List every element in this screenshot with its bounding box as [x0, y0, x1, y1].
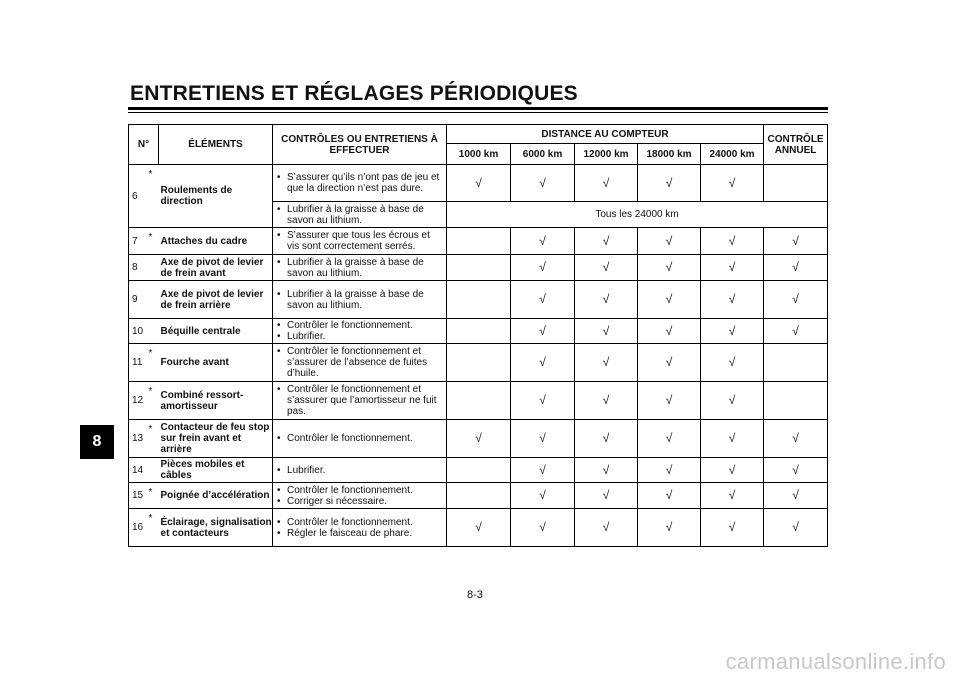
check-mark: √ [638, 382, 701, 420]
check-mark: √ [638, 420, 701, 458]
check-mark: √ [764, 255, 828, 281]
controls-list [277, 465, 444, 476]
check-mark: √ [575, 165, 638, 202]
check-mark: √ [447, 509, 511, 547]
check-mark: √ [701, 509, 764, 547]
check-mark: √ [511, 319, 575, 344]
check-mark: √ [638, 458, 701, 483]
item-element: Combiné ressort-amortisseur [159, 382, 273, 420]
check-mark: √ [701, 420, 764, 458]
control-item: • Lubrifier. [277, 465, 444, 476]
controls-list [277, 230, 444, 252]
control-item: • Contrôler le fonctionnement. [277, 485, 444, 496]
check-mark: √ [447, 420, 511, 458]
table-row [129, 483, 828, 509]
check-mark: √ [764, 228, 828, 255]
empty-cell [447, 319, 511, 344]
table-row [129, 281, 828, 319]
check-mark: √ [638, 255, 701, 281]
page-number: 8-3 [467, 589, 483, 601]
table-row [129, 255, 828, 281]
header-controls: CONTRÔLES OU ENTRETIENS À EFFECTUER [273, 125, 447, 165]
check-mark: √ [511, 382, 575, 420]
check-mark: √ [575, 382, 638, 420]
controls-list [277, 346, 444, 379]
check-mark: √ [511, 458, 575, 483]
check-mark: √ [764, 319, 828, 344]
header-km-4: 18000 km [638, 144, 701, 165]
controls-list [277, 433, 444, 444]
check-mark: √ [511, 344, 575, 382]
check-mark: √ [511, 228, 575, 255]
table-body [129, 165, 828, 547]
controls-cell [273, 202, 447, 228]
check-mark: √ [638, 509, 701, 547]
check-mark: √ [575, 420, 638, 458]
item-number: 6 [129, 165, 149, 228]
check-mark: √ [701, 483, 764, 509]
controls-cell [273, 344, 447, 382]
item-star: * [149, 483, 159, 509]
item-element: Béquille centrale [159, 319, 273, 344]
check-mark: √ [764, 483, 828, 509]
chapter-tab: 8 [80, 425, 114, 459]
controls-list [277, 320, 444, 342]
title-rule [128, 107, 828, 110]
controls-list [277, 257, 444, 279]
item-element: Axe de pivot de levier de frein avant [159, 255, 273, 281]
control-item: • Lubrifier. [277, 331, 444, 342]
check-mark: √ [575, 483, 638, 509]
header-annual: CONTRÔLE ANNUEL [764, 125, 828, 165]
check-mark: √ [511, 165, 575, 202]
item-element: Axe de pivot de levier de frein arrière [159, 281, 273, 319]
control-item: • Contrôler le fonctionnement et s’assurer de l’absence de fuites d’huile. [277, 346, 444, 379]
check-mark: √ [575, 509, 638, 547]
item-star: * [149, 344, 159, 382]
check-mark: √ [764, 281, 828, 319]
interval-note: Tous les 24000 km [447, 202, 828, 228]
check-mark: √ [638, 483, 701, 509]
item-number: 9 [129, 281, 149, 319]
empty-cell [447, 255, 511, 281]
header-no: N° [129, 125, 159, 165]
control-item: • Lubrifier à la graisse à base de savon au lithium. [277, 204, 444, 226]
table-row [129, 509, 828, 547]
controls-list [277, 289, 444, 311]
control-item: • Lubrifier à la graisse à base de savon au lithium. [277, 257, 444, 279]
controls-cell [273, 483, 447, 509]
maintenance-table [128, 124, 828, 547]
controls-list [277, 517, 444, 539]
check-mark: √ [511, 509, 575, 547]
item-star: * [149, 509, 159, 547]
page-title: ENTRETIENS ET RÉGLAGES PÉRIODIQUES [130, 82, 578, 105]
controls-cell [273, 228, 447, 255]
table-row [129, 228, 828, 255]
item-star: * [149, 165, 159, 228]
item-star [149, 319, 159, 344]
check-mark: √ [511, 281, 575, 319]
item-element: Éclairage, signalisation et contacteurs [159, 509, 273, 547]
controls-list [277, 384, 444, 417]
item-star: * [149, 382, 159, 420]
control-item: • Contrôler le fonctionnement. [277, 517, 444, 528]
item-number: 10 [129, 319, 149, 344]
check-mark: √ [638, 281, 701, 319]
controls-cell [273, 420, 447, 458]
item-number: 16 [129, 509, 149, 547]
check-mark: √ [701, 344, 764, 382]
check-mark: √ [575, 319, 638, 344]
controls-cell [273, 319, 447, 344]
item-number: 15 [129, 483, 149, 509]
control-item: • Corriger si nécessaire. [277, 496, 444, 507]
item-number: 13 [129, 420, 149, 458]
check-mark: √ [575, 228, 638, 255]
controls-cell [273, 509, 447, 547]
header-km-2: 6000 km [511, 144, 575, 165]
check-mark: √ [511, 420, 575, 458]
watermark: carmanualsonline.info [725, 649, 946, 674]
item-element: Pièces mobiles et câbles [159, 458, 273, 483]
item-element: Contacteur de feu stop sur frein avant et arrière [159, 420, 273, 458]
check-mark: √ [764, 509, 828, 547]
empty-cell [447, 458, 511, 483]
check-mark: √ [701, 319, 764, 344]
check-mark: √ [701, 281, 764, 319]
item-number: 14 [129, 458, 149, 483]
item-element: Attaches du cadre [159, 228, 273, 255]
table-row [129, 382, 828, 420]
control-item: • Régler le faisceau de phare. [277, 528, 444, 539]
item-star [149, 255, 159, 281]
controls-list [277, 172, 444, 194]
control-item: • S’assurer que tous les écrous et vis sont correctement serrés. [277, 230, 444, 252]
table-row [129, 319, 828, 344]
controls-list [277, 485, 444, 507]
empty-cell [447, 483, 511, 509]
item-element: Poignée d’accélération [159, 483, 273, 509]
control-item: • Contrôler le fonctionnement. [277, 320, 444, 331]
item-number: 7 [129, 228, 149, 255]
item-number: 11 [129, 344, 149, 382]
check-mark: √ [638, 319, 701, 344]
item-number: 12 [129, 382, 149, 420]
header-km-3: 12000 km [575, 144, 638, 165]
controls-cell [273, 281, 447, 319]
controls-cell [273, 165, 447, 202]
control-item: • S’assurer qu’ils n’ont pas de jeu et que la direction n’est pas dure. [277, 172, 444, 194]
check-mark: √ [511, 255, 575, 281]
header-km-1: 1000 km [447, 144, 511, 165]
check-mark: √ [701, 255, 764, 281]
check-mark: √ [575, 255, 638, 281]
check-mark: √ [701, 228, 764, 255]
item-element: Roulements de direction [159, 165, 273, 228]
header-elements: ÉLÉMENTS [159, 125, 273, 165]
check-mark: √ [701, 458, 764, 483]
empty-cell [447, 344, 511, 382]
empty-cell [764, 165, 828, 202]
empty-cell [764, 344, 828, 382]
check-mark: √ [638, 228, 701, 255]
control-item: • Contrôler le fonctionnement. [277, 433, 444, 444]
item-star: * [149, 420, 159, 458]
controls-cell [273, 255, 447, 281]
empty-cell [764, 382, 828, 420]
controls-cell [273, 382, 447, 420]
control-item: • Lubrifier à la graisse à base de savon au lithium. [277, 289, 444, 311]
empty-cell [447, 281, 511, 319]
item-star: * [149, 228, 159, 255]
check-mark: √ [575, 281, 638, 319]
item-star [149, 281, 159, 319]
table-row [129, 165, 828, 202]
header-distance: DISTANCE AU COMPTEUR [447, 125, 764, 144]
control-item: • Contrôler le fonctionnement et s’assurer que l’amortisseur ne fuit pas. [277, 384, 444, 417]
check-mark: √ [701, 382, 764, 420]
table-row [129, 420, 828, 458]
table-row [129, 458, 828, 483]
table-row [129, 344, 828, 382]
check-mark: √ [701, 165, 764, 202]
empty-cell [447, 382, 511, 420]
check-mark: √ [764, 420, 828, 458]
check-mark: √ [638, 165, 701, 202]
controls-cell [273, 458, 447, 483]
check-mark: √ [764, 458, 828, 483]
check-mark: √ [511, 483, 575, 509]
check-mark: √ [447, 165, 511, 202]
controls-list [277, 204, 444, 226]
check-mark: √ [575, 344, 638, 382]
empty-cell [447, 228, 511, 255]
check-mark: √ [638, 344, 701, 382]
item-star [149, 458, 159, 483]
check-mark: √ [575, 458, 638, 483]
header-km-5: 24000 km [701, 144, 764, 165]
title-rule-thin [128, 112, 828, 113]
item-element: Fourche avant [159, 344, 273, 382]
item-number: 8 [129, 255, 149, 281]
